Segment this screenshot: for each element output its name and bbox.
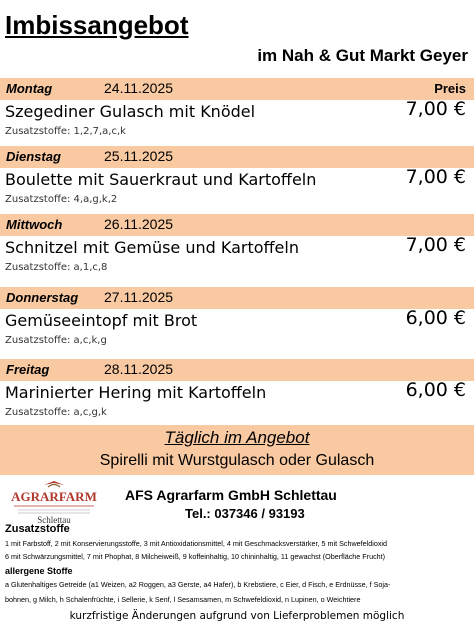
day-name: Donnerstag bbox=[6, 290, 79, 305]
day-date: 27.11.2025 bbox=[104, 289, 174, 305]
dish-price: 6,00 € bbox=[405, 307, 466, 329]
logo-wordmark: AGRARFARM bbox=[11, 489, 97, 504]
dish-price: 7,00 € bbox=[405, 98, 466, 120]
day-entry-thursday bbox=[0, 287, 474, 346]
additives-legend-title: Zusatzstoffe bbox=[5, 523, 70, 535]
day-header bbox=[0, 359, 474, 381]
dish-name: Szegediner Gulasch mit Knödel bbox=[5, 102, 256, 121]
daily-offer-title: Täglich im Angebot bbox=[164, 428, 310, 447]
allergens-legend-line: a Glutenhaltiges Getreide (a1 Weizen, a2 Roggen, a3 Gerste, a4 Hafer), b Krebstiere, c Eier, d Fisch, e Erdnüsse, f Soja- bbox=[5, 580, 391, 589]
daily-offer-banner bbox=[0, 425, 474, 475]
agrarfarm-logo bbox=[8, 479, 100, 527]
allergens-legend-line: bohnen, g Milch, h Schalenfrüchte, i Sellerie, k Senf, l Sesamsamen, m Schwefeldioxid, n Lupinen, o Weichtiere bbox=[5, 595, 361, 604]
price-column-label: Preis bbox=[434, 81, 466, 96]
allergens-legend-title: allergene Stoffe bbox=[5, 566, 73, 576]
dish-additives: Zusatzstoffe: a,1,c,8 bbox=[5, 262, 108, 273]
dish-additives: Zusatzstoffe: a,c,k,g bbox=[5, 335, 107, 346]
market-name: im Nah & Gut Markt Geyer bbox=[257, 46, 468, 65]
day-name: Mittwoch bbox=[6, 217, 63, 232]
dish-price: 7,00 € bbox=[405, 234, 466, 256]
dish-name: Gemüseeintopf mit Brot bbox=[5, 311, 198, 330]
dish-additives: Zusatzstoffe: 4,a,g,k,2 bbox=[5, 194, 118, 205]
logo-subtext: Schlettau bbox=[37, 515, 71, 525]
day-header bbox=[0, 146, 474, 168]
day-entry-tuesday bbox=[0, 146, 474, 205]
additives-legend-line: 1 mit Farbstoff, 2 mit Konservierungsstoffe, 3 mit Antioxidationsmittel, 4 mit Geschmacksverstärker, 5 mit Schwefeldioxid bbox=[5, 539, 388, 548]
company-name: AFS Agrarfarm GmbH Schlettau bbox=[125, 487, 337, 503]
day-entry-monday bbox=[0, 78, 474, 137]
dish-additives: Zusatzstoffe: a,c,g,k bbox=[5, 407, 107, 418]
day-name: Freitag bbox=[6, 362, 50, 377]
dish-name: Schnitzel mit Gemüse und Kartoffeln bbox=[5, 238, 299, 257]
day-date: 28.11.2025 bbox=[104, 361, 174, 377]
day-date: 24.11.2025 bbox=[104, 80, 174, 96]
day-name: Montag bbox=[6, 81, 53, 96]
day-date: 25.11.2025 bbox=[104, 148, 174, 164]
day-name: Dienstag bbox=[6, 149, 61, 164]
day-date: 26.11.2025 bbox=[104, 216, 174, 232]
day-header bbox=[0, 214, 474, 236]
dish-name: Boulette mit Sauerkraut und Kartoffeln bbox=[5, 170, 317, 189]
daily-offer-text: Spirelli mit Wurstgulasch oder Gulasch bbox=[99, 452, 375, 469]
footer-note: kurzfristige Änderungen aufgrund von Lieferproblemen möglich bbox=[69, 610, 405, 622]
day-entry-friday bbox=[0, 359, 474, 418]
company-phone: Tel.: 037346 / 93193 bbox=[185, 506, 305, 521]
day-header bbox=[0, 78, 474, 100]
dish-price: 7,00 € bbox=[405, 166, 466, 188]
dish-additives: Zusatzstoffe: 1,2,7,a,c,k bbox=[5, 126, 126, 137]
menu-title: Imbissangebot bbox=[5, 10, 189, 40]
day-entry-wednesday bbox=[0, 214, 474, 273]
dish-name: Marinierter Hering mit Kartoffeln bbox=[5, 383, 267, 402]
additives-legend-line: 6 mit Schwärzungsmittel, 7 mit Phophat, 8 Milcheiweiß, 9 koffeinhaltig, 10 chininhaltig, 11 gewachst (Oberfläche Frucht) bbox=[5, 552, 386, 561]
dish-price: 6,00 € bbox=[405, 379, 466, 401]
day-header bbox=[0, 287, 474, 309]
